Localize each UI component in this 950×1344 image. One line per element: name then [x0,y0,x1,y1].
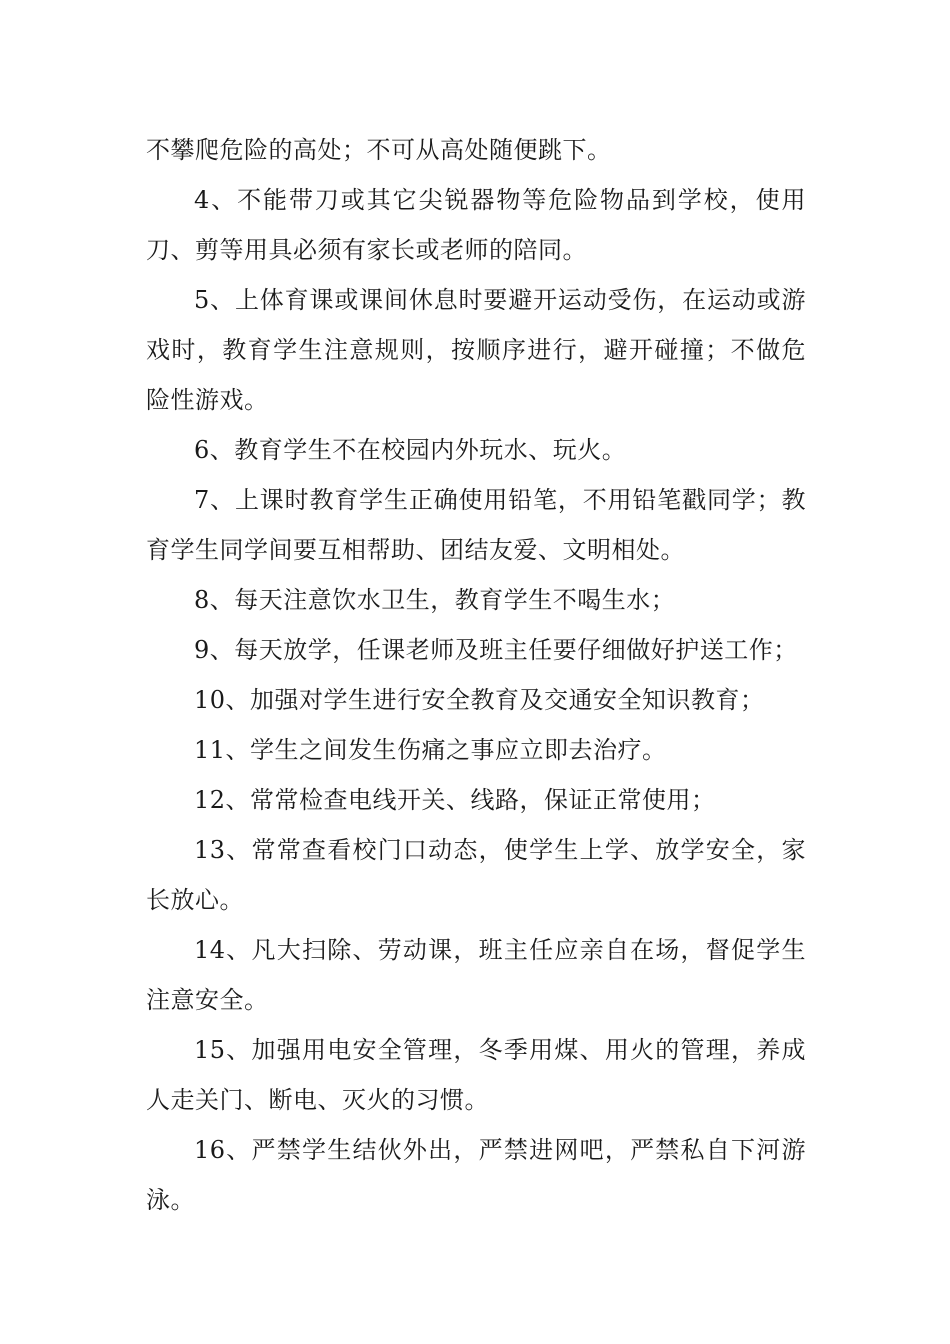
paragraph-continuation: 不攀爬危险的高处；不可从高处随便跳下。 [146,136,612,164]
paragraph-item-13: 13、常常查看校门口动态，使学生上学、放学安全，家长放心。 [146,836,806,914]
paragraph-item-5: 5、上体育课或课间休息时要避开运动受伤，在运动或游戏时，教育学生注意规则，按顺序进行，避开碰撞；不做危险性游戏。 [146,286,806,414]
paragraph-item-10: 10、加强对学生进行安全教育及交通安全知识教育； [194,686,765,714]
paragraph-item-12: 12、常常检查电线开关、线路，保证正常使用； [194,786,716,814]
paragraph-item-9: 9、每天放学，任课老师及班主任要仔细做好护送工作； [194,636,798,664]
document-body [146,125,806,1225]
paragraph-item-6: 6、教育学生不在校园内外玩水、玩火。 [194,436,627,464]
paragraph-item-16: 16、严禁学生结伙外出，严禁进网吧，严禁私自下河游泳。 [146,1136,806,1214]
paragraph-item-7: 7、上课时教育学生正确使用铅笔，不用铅笔戳同学；教育学生同学间要互相帮助、团结友爱、文明相处。 [146,486,806,564]
paragraph-item-11: 11、学生之间发生伤痛之事应立即去治疗。 [194,736,667,764]
paragraph-item-4: 4、不能带刀或其它尖锐器物等危险物品到学校，使用刀、剪等用具必须有家长或老师的陪同。 [146,186,806,264]
paragraph-item-15: 15、加强用电安全管理，冬季用煤、用火的管理，养成人走关门、断电、灭火的习惯。 [146,1036,806,1114]
paragraph-item-8: 8、每天注意饮水卫生，教育学生不喝生水； [194,586,676,614]
paragraph-item-14: 14、凡大扫除、劳动课，班主任应亲自在场，督促学生注意安全。 [146,936,806,1014]
